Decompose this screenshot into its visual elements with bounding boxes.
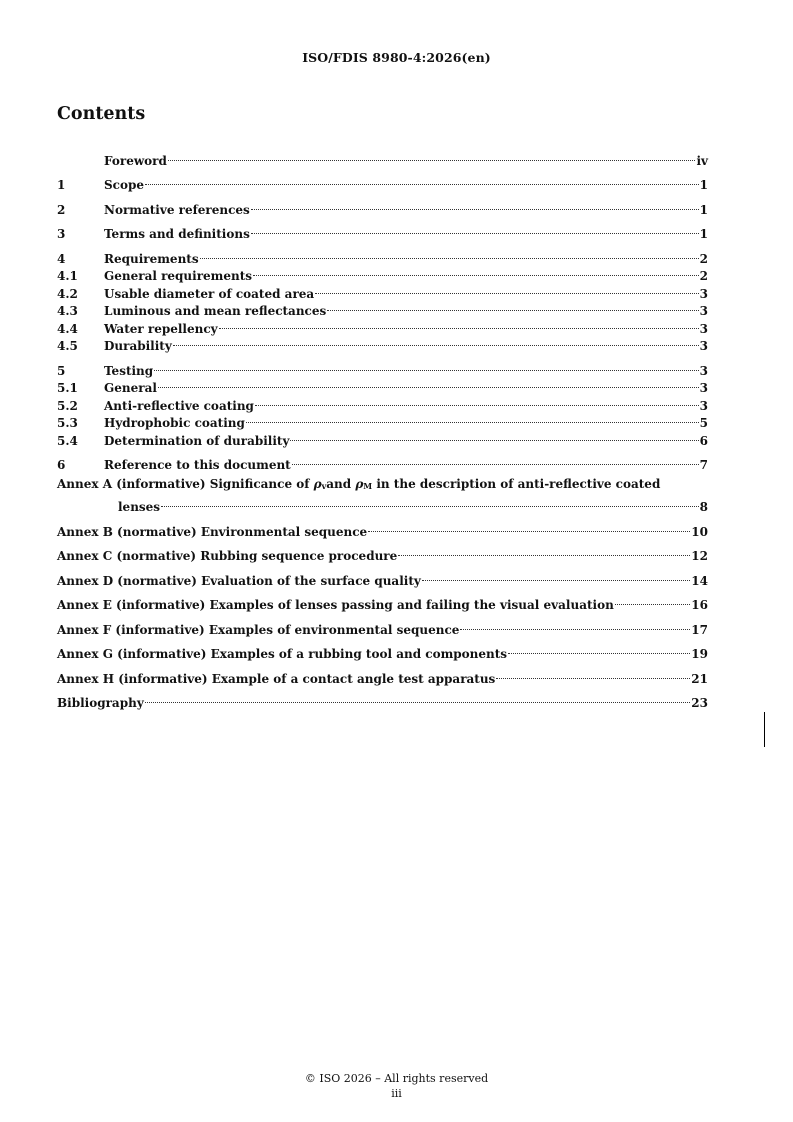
toc-entry-title: Water repellency [104,321,218,336]
copyright-notice: © ISO 2026 – All rights reserved [304,1072,489,1085]
toc-page-number: 3 [699,339,708,353]
dot-leader [508,641,690,659]
dot-leader [615,592,691,610]
toc-page-number: 10 [691,524,708,539]
toc-entry[interactable] [57,690,708,708]
rho-symbol: ρv [313,477,327,491]
toc-entry-annex-a[interactable] [57,476,708,514]
rho-symbol: ρM [355,477,373,491]
toc-clause-number: 4.5 [57,339,78,353]
dot-leader [398,543,690,561]
toc-page-number: 1 [699,178,708,192]
toc-clauses [57,147,708,472]
toc-entry[interactable] [57,375,708,393]
dot-leader [496,665,690,683]
annex-a-continuation: lenses [118,500,161,514]
table-of-contents [57,147,708,710]
toc-entry-title: Annex C (normative) Rubbing sequence procedure [57,549,398,563]
toc-entry[interactable] [57,543,708,561]
toc-page-number: 17 [691,622,708,637]
toc-page-number: 3 [699,321,708,336]
toc-entry-title: Annex D (normative) Evaluation of the surface quality [57,573,421,588]
toc-page-number: iv [696,153,708,168]
toc-clause-number: 4.3 [57,304,78,318]
toc-entry[interactable] [57,172,708,190]
annex-a-prefix: Annex A (informative) Significance of [57,477,314,491]
toc-entry-title: Bibliography [57,696,144,710]
toc-entry-title: Annex G (informative) Examples of a rubbing tool and components [57,647,508,661]
toc-annexes [57,518,708,710]
toc-entry[interactable] [57,665,708,686]
toc-entry-title: Determination of durability [104,433,290,448]
dot-leader [173,333,699,351]
toc-clause-number: 4.4 [57,321,78,336]
toc-entry[interactable] [57,147,708,168]
dot-leader [161,494,699,512]
dot-leader [292,452,699,470]
toc-page-number: 16 [691,598,708,612]
toc-entry-title: Requirements [104,251,199,266]
toc-page-number: 2 [699,251,708,266]
toc-page-number: 2 [699,269,708,283]
dot-leader [168,147,696,165]
toc-clause-number: 4 [57,251,66,266]
toc-entry-title: Testing [104,363,154,378]
toc-page-number: 3 [699,304,708,318]
toc-clause-number: 5.1 [57,381,78,395]
dot-leader [200,245,699,263]
toc-page-number: 3 [699,363,708,378]
toc-clause-number: 2 [57,202,66,217]
toc-page-number: 1 [699,202,708,217]
toc-entry-title: Annex B (normative) Environmental sequence [57,524,368,539]
toc-clause-number: 5 [57,363,66,378]
dot-leader [290,427,698,445]
annex-a-suffix: in the description of anti-reflective coated [372,477,661,491]
toc-clause-number: 5.2 [57,398,78,413]
toc-entry[interactable] [57,357,708,378]
toc-entry-title: General [104,381,157,395]
toc-page-number: 3 [699,286,708,301]
toc-page-number: 1 [699,227,708,241]
toc-entry-title: Annex H (informative) Example of a contact angle test apparatus [57,671,496,686]
dot-leader [145,172,699,190]
annex-a-continuation-line [57,494,708,512]
contents-heading: Contents [57,104,146,124]
toc-page-number: 5 [699,416,708,430]
toc-entry[interactable] [57,592,708,610]
change-bar [764,712,765,747]
toc-clause-number: 5.4 [57,433,78,448]
toc-entry[interactable] [57,567,708,588]
dot-leader [154,357,698,375]
toc-entry-title: Scope [104,178,145,192]
toc-entry-title: Annex F (informative) Examples of environmental sequence [57,622,460,637]
toc-page-number: 8 [699,500,708,514]
toc-entry-title: Luminous and mean reflectances [104,304,327,318]
toc-entry[interactable] [57,452,708,470]
page-footer [0,1071,793,1101]
toc-page-number: 3 [699,398,708,413]
toc-entry-title: Usable diameter of coated area [104,286,315,301]
toc-entry[interactable] [57,196,708,217]
toc-entry[interactable] [57,518,708,539]
toc-entry[interactable] [57,641,708,659]
toc-page-number: 21 [691,671,708,686]
dot-leader [368,518,690,536]
page-number: iii [391,1087,402,1100]
toc-clause-number: 4.1 [57,269,78,283]
toc-clause-number: 1 [57,178,66,192]
subscript-v: v [321,481,327,491]
toc-entry-title: Terms and definitions [104,227,250,241]
toc-entry-title: Reference to this document [104,458,291,472]
toc-entry-title: Foreword [104,153,167,168]
toc-page-number: 3 [699,381,708,395]
toc-entry-title: Durability [104,339,172,353]
dot-leader [251,196,699,214]
dot-leader [315,280,698,298]
dot-leader [158,375,699,393]
toc-entry-title: Hydrophobic coating [104,416,245,430]
dot-leader [460,616,690,634]
toc-page-number: 19 [691,647,708,661]
toc-clause-number: 4.2 [57,286,78,301]
toc-page-number: 14 [691,573,708,588]
toc-clause-number: 5.3 [57,416,78,430]
toc-entry[interactable] [57,221,708,239]
toc-page-number: 12 [691,549,708,563]
toc-entry-title: Anti-reflective coating [104,398,254,413]
toc-page-number: 23 [691,696,708,710]
dot-leader [246,410,699,428]
toc-clause-number: 3 [57,227,66,241]
dot-leader [253,263,699,281]
dot-leader [145,690,691,708]
toc-page-number: 6 [699,433,708,448]
annex-a-mid: and [326,477,356,491]
dot-leader [255,392,699,410]
dot-leader [327,298,698,316]
toc-entry[interactable] [57,616,708,637]
toc-entry-title: General requirements [104,269,253,283]
toc-clause-number: 6 [57,458,66,472]
subscript-m: M [363,481,373,491]
dot-leader [251,221,699,239]
toc-page-number: 7 [699,458,708,472]
toc-entry-title: Annex E (informative) Examples of lenses passing and failing the visual evaluation [57,598,614,612]
document-header: ISO/FDIS 8980-4:2026(en) [302,50,491,65]
dot-leader [219,315,699,333]
toc-entry[interactable] [57,245,708,266]
dot-leader [422,567,690,585]
toc-entry-title: Normative references [104,202,250,217]
annex-a-title-line [57,476,708,494]
